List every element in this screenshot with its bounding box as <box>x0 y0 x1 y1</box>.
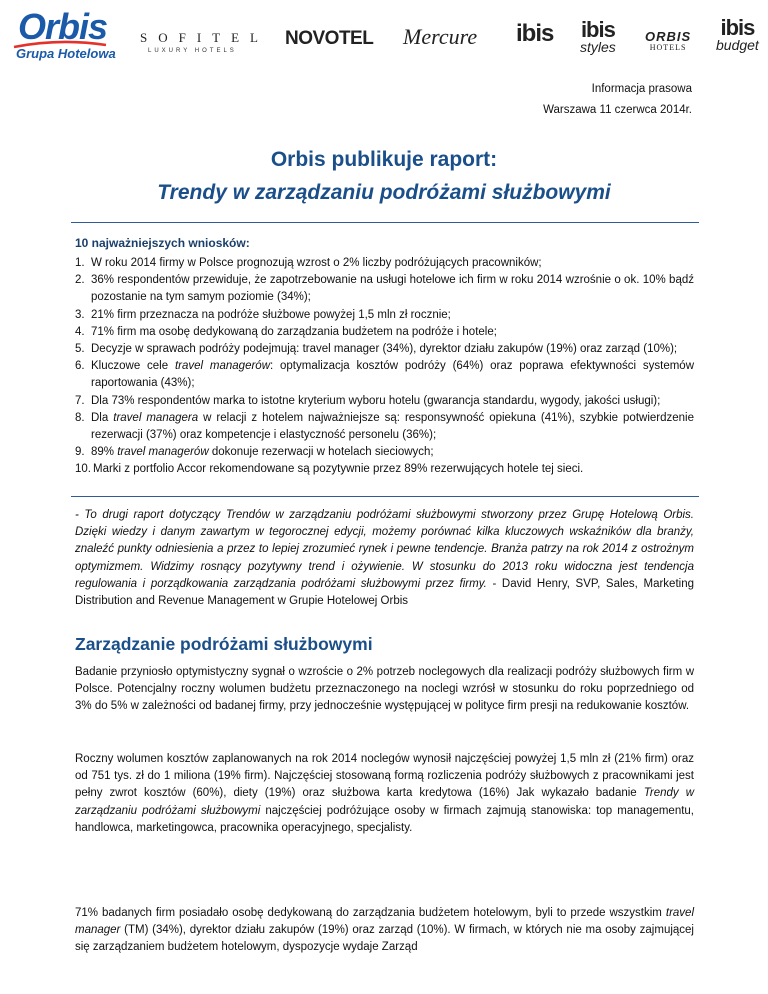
ibis-styles-logo-subtitle: styles <box>580 39 616 55</box>
list-item-text: Marki z portfolio Accor rekomendowane są pozytywnie przez 89% rezerwujących hotele tej sieci. <box>93 463 584 476</box>
title-divider <box>71 222 699 223</box>
orbis-logo-subtitle: Grupa Hotelowa <box>16 46 116 61</box>
paragraph-text: najczęściej podróżujące osoby w firmach zajmują stanowiska: top managementu, handlowca, marketingowca, pracownika operacyjnego, specjalisty. <box>75 804 694 834</box>
list-item <box>75 461 694 478</box>
paragraph-emphasis: travel manager <box>75 907 694 937</box>
list-item-number: 1. <box>75 257 85 269</box>
list-item-text: Kluczowe cele <box>91 360 175 373</box>
list-item-text: 71% firm ma osobę dedykowaną do zarządzania budżetem na podróże i hotele; <box>91 325 497 338</box>
list-item <box>75 393 694 410</box>
ibis-logo: ibis <box>516 20 554 47</box>
list-item-text: : optymalizacja kosztów podróży (64%) oraz poprawa efektywności systemów raportowania (43%); <box>91 360 694 390</box>
list-item <box>75 307 694 324</box>
page-title: Orbis publikuje raport: <box>270 148 498 171</box>
mercure-logo: Mercure <box>403 24 478 49</box>
list-item-emphasis: travel managerów <box>117 446 209 459</box>
quote-attribution: - David Henry, SVP, Sales, Marketing Distribution and Revenue Management w Grupie Hotelowej Orbis <box>75 577 694 608</box>
paragraph <box>75 751 694 837</box>
orbis-hotels-logo-subtitle: HOTELS <box>649 43 687 52</box>
list-item-number: 6. <box>75 360 85 373</box>
list-item-number: 2. <box>75 274 85 287</box>
list-item <box>75 358 694 392</box>
list-item-number: 3. <box>75 308 85 321</box>
list-item-number: 4. <box>75 325 85 338</box>
list-item <box>75 272 694 306</box>
list-item-emphasis: travel managerów <box>174 360 270 373</box>
quote-text: - To drugi raport dotyczący Trendów w zarządzaniu podróżami służbowymi stworzony przez Grupę Hotelową Orbis. Dzięki wiedzy i danym zawartym w tegorocznej edycji, możemy porównać kilka kluczowych wskaźników dla branży, znaleźć punkty odniesienia a przez to lepiej zrozumieć rynek i pewne tendencje. Branża patrzy na rok 2014 z ostrożnym optymizmem. Widzimy rosnący pozytywny trend i ożywienie. W stosunku do 2013 roku widoczna jest tendencja regulowania i porządkowania zarządzania podróżami służbowymi przez firmy. <box>75 509 694 590</box>
list-item <box>75 324 694 341</box>
paragraph <box>75 905 694 957</box>
paragraph-text: Roczny wolumen kosztów zaplanowanych na rok 2014 noclegów wynosił najczęściej powyżej 1,5 mln zł (21% firm) oraz od 751 tys. zł do 1 miliona (19% firm). Najczęściej stosowaną formą rozliczenia podróży służbowych z pracownikami jest pełny zwrot kosztów (60%), diety (19%) oraz służbowa karta kredytowa (16%) Jak wykazało badanie <box>75 753 694 800</box>
list-item-text: Decyzje w sprawach podróży podejmują: travel manager (34%), dyrektor działu zakupów (19%) oraz zarząd (10%); <box>91 343 678 356</box>
list-item-text: 36% respondentów przewiduje, że zapotrzebowanie na usługi hotelowe ich firm w roku 2014 wzrośnie o ok. 10% bądź pozostanie na tym samym poziomie (34%); <box>91 274 694 304</box>
list-item <box>75 255 694 272</box>
list-item-number: 8. <box>75 411 85 424</box>
list-item-number: 9. <box>75 446 85 459</box>
list-item-emphasis: travel managera <box>113 411 199 424</box>
conclusions-list <box>75 255 694 479</box>
orbis-hotels-logo <box>645 30 691 52</box>
orbis-logo <box>12 6 116 62</box>
brand-logo-bar <box>0 0 768 72</box>
ibis-budget-logo-subtitle: budget <box>716 37 759 53</box>
orbis-logo-text: Orbis <box>18 6 108 47</box>
list-item <box>75 444 694 461</box>
paragraph: Badanie przyniosło optymistyczny sygnał o wzroście o 2% potrzeb noclegowych dla realizacji podróży służbowych firm w Polsce. Potencjalny roczny wolumen budżetu przeznaczonego na noclegi wzrósł w stosunku do roku poprzedniego od 3% do 5% w zależności od badanej firmy, przy jednocześnie występującej w polityce firm presji na redukowanie kosztów. <box>75 666 694 713</box>
list-item-number: 10. <box>75 463 91 476</box>
novotel-logo: NOVOTEL <box>285 28 374 49</box>
ibis-styles-logo-text: ibis <box>580 17 615 42</box>
ibis-styles-logo <box>580 17 616 55</box>
conclusions-divider <box>71 496 699 497</box>
list-item <box>75 341 694 358</box>
ibis-budget-logo <box>716 15 759 53</box>
paragraph-text: (TM) (34%), dyrektor działu zakupów (19%) oraz zarząd (10%). W firmach, w których nie ma osoby zajmującej się zarządzaniem budżetem hotelowym, dyspozycje wydaje Zarząd <box>75 924 694 954</box>
press-date: Warszawa 11 czerwca 2014r. <box>543 104 692 116</box>
list-item-number: 7. <box>75 394 85 407</box>
list-item-text: W roku 2014 firmy w Polsce prognozują wzrost o 2% liczby podróżujących pracowników; <box>91 257 542 269</box>
quote-block <box>75 507 694 610</box>
list-item <box>75 410 694 444</box>
list-item-number: 5. <box>75 343 85 356</box>
list-item-text: 21% firm przeznacza na podróże służbowe powyżej 1,5 mln zł rocznie; <box>91 308 451 321</box>
conclusions-heading: 10 najważniejszych wniosków: <box>75 236 250 250</box>
page-subtitle: Trendy w zarządzaniu podróżami służbowymi <box>157 181 611 204</box>
list-item-text: 89% <box>91 446 118 459</box>
sofitel-logo-text: SOFITEL <box>140 30 269 45</box>
paragraph-text: 71% badanych firm posiadało osobę dedykowaną do zarządzania budżetem hotelowym, byli to przede wszystkim <box>75 907 666 919</box>
sofitel-logo-subtitle: LUXURY HOTELS <box>148 48 237 54</box>
list-item-text: w relacji z hotelem najważniejsze są: responsywność opiekuna (41%), szybkie potwierdzenie rezerwacji (37%) oraz kompetencje i elastyczność personelu (36%); <box>91 411 695 442</box>
list-item-text: Dla 73% respondentów marka to istotne kryterium wyboru hotelu (gwarancja standardu, wygody, jakości usługi); <box>91 394 661 407</box>
sofitel-logo <box>140 30 269 54</box>
paragraph-emphasis: Trendy w zarządzaniu podróżami służbowymi <box>75 787 694 817</box>
press-label: Informacja prasowa <box>591 83 692 95</box>
orbis-hotels-logo-text: ORBIS <box>645 29 692 44</box>
section-heading: Zarządzanie podróżami służbowymi <box>75 634 373 654</box>
list-item-text: Dla <box>91 411 114 424</box>
list-item-text: dokonuje rezerwacji w hotelach sieciowych; <box>208 446 434 459</box>
ibis-budget-logo-text: ibis <box>720 15 755 40</box>
